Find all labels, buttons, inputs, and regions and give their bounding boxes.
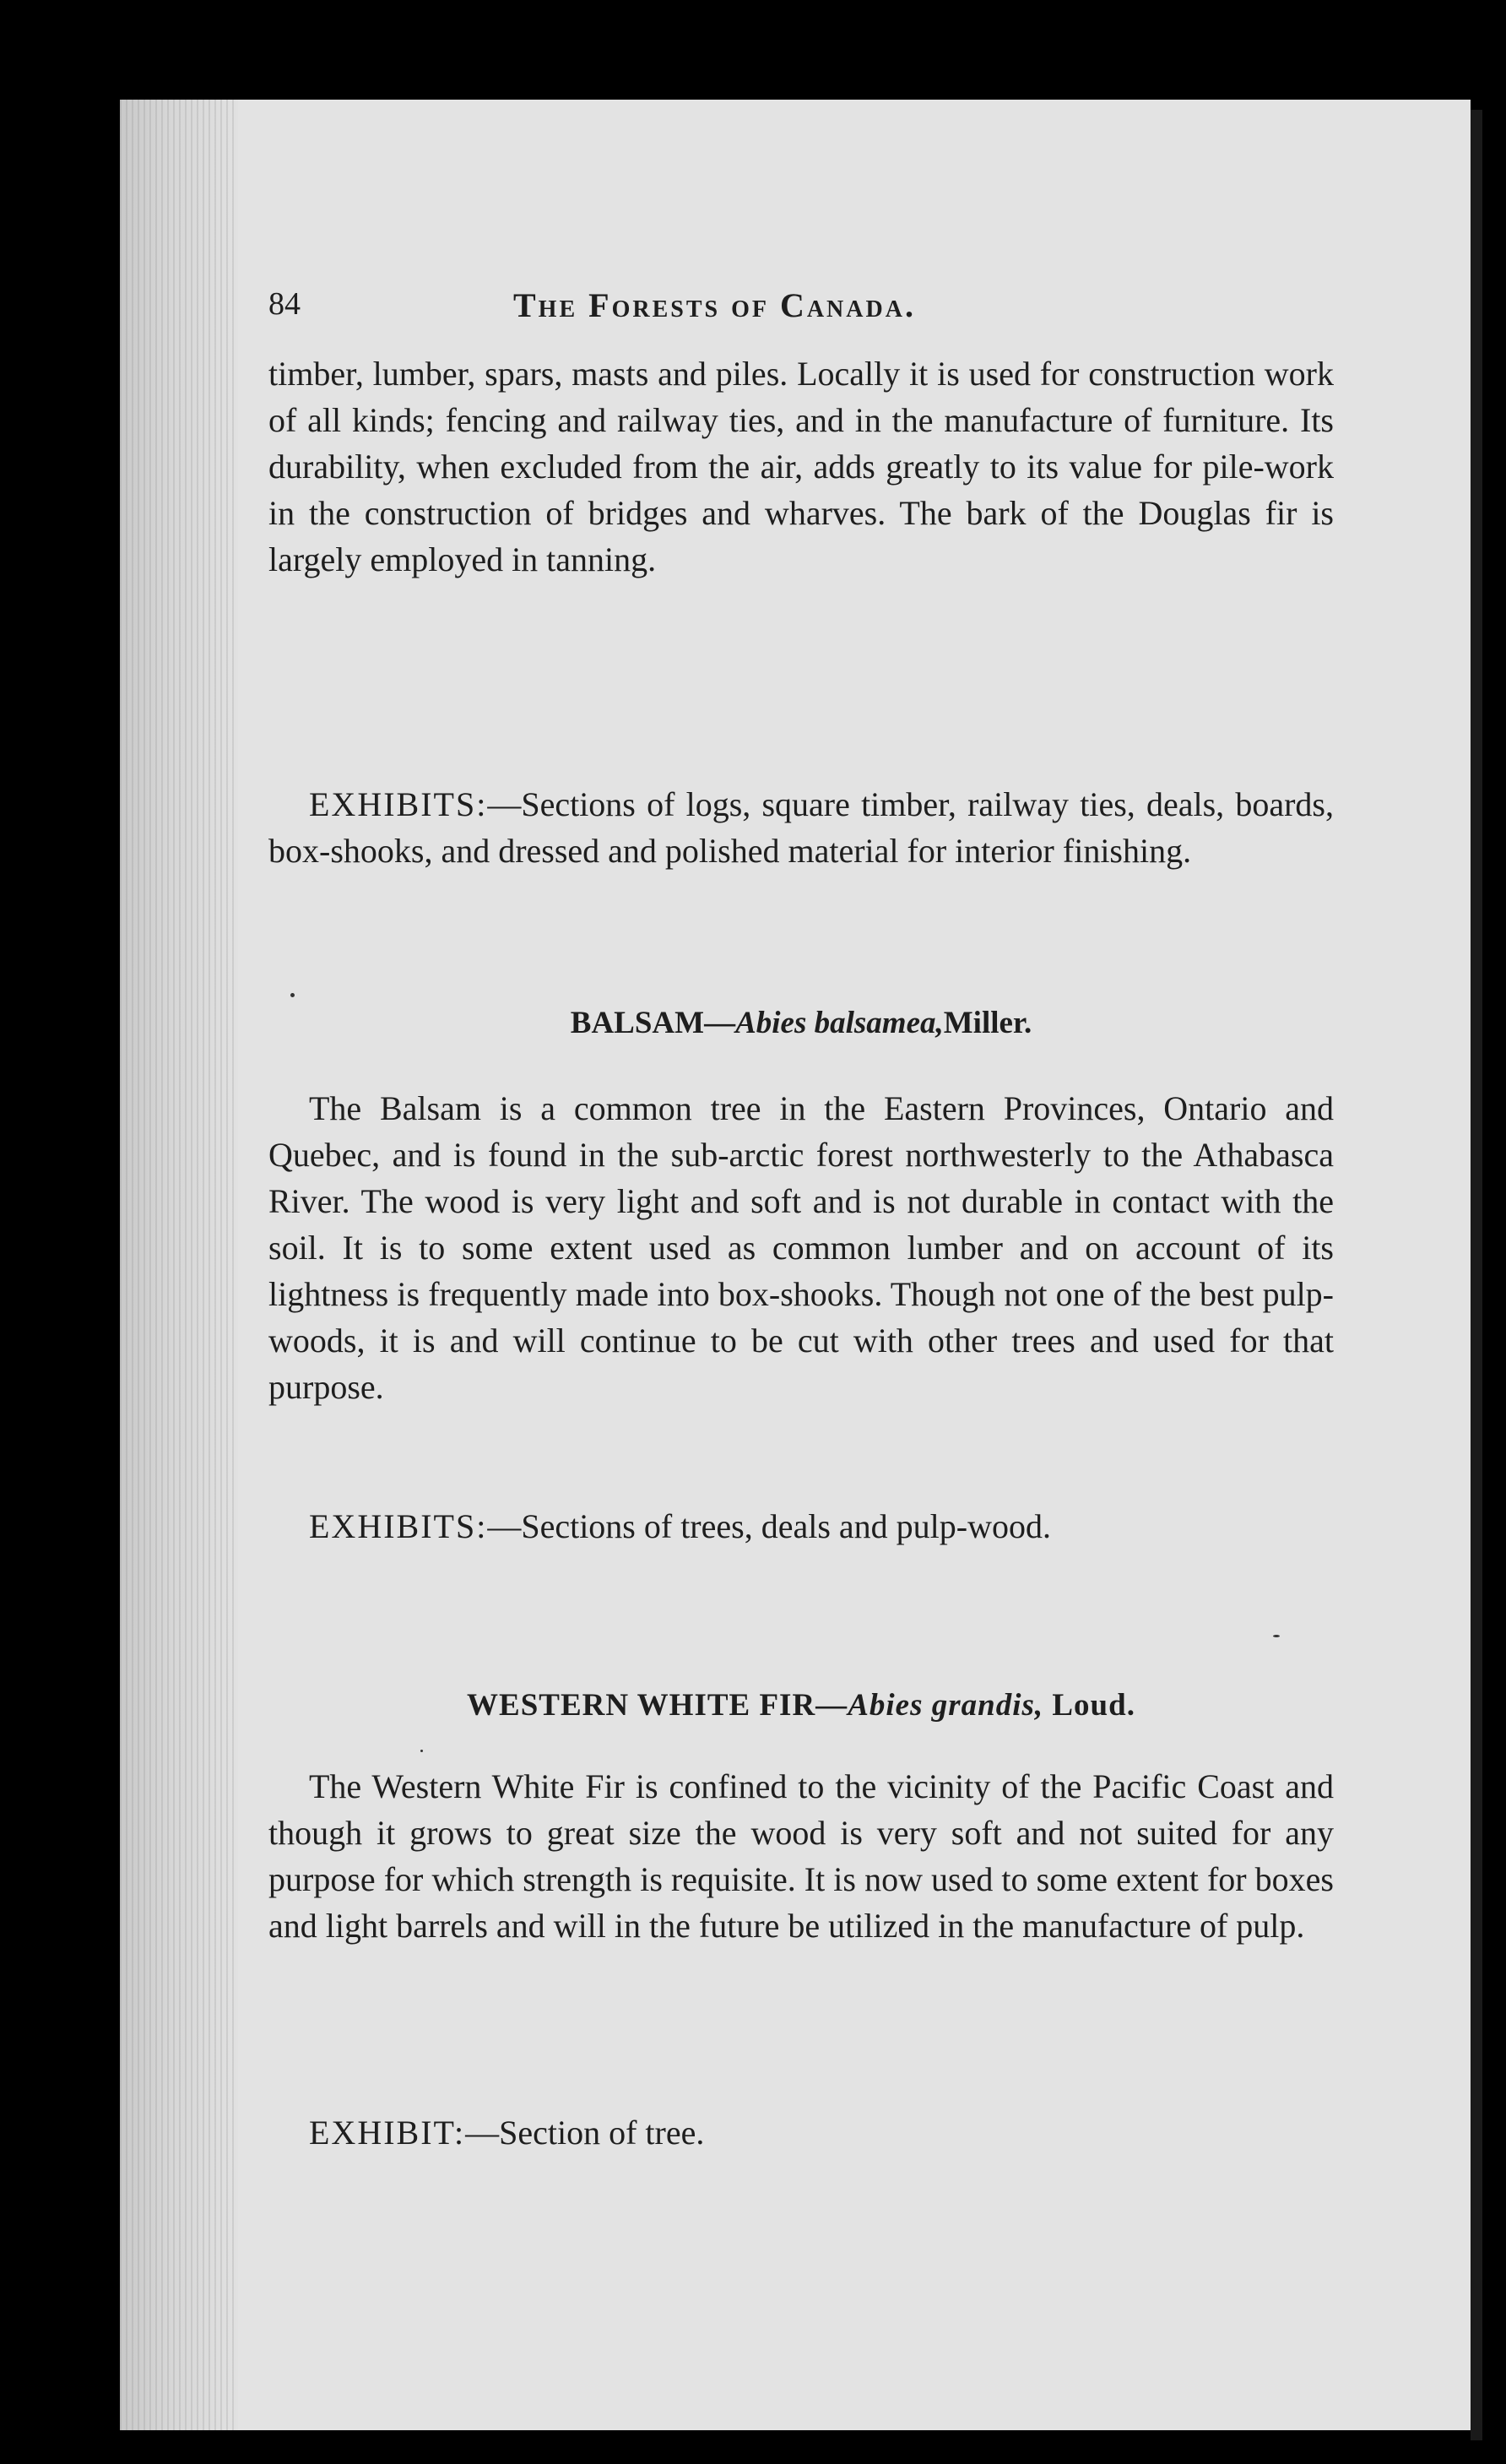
exhibits-text: —Sections of trees, deals and pulp-wood.	[487, 1507, 1051, 1545]
print-speck	[420, 1750, 423, 1752]
douglas-fir-paragraph: timber, lumber, spars, masts and piles. Locally it is used for construction work of all kinds; fencing and railway ties, and in the manufacture of furniture. Its durability, when excluded from the air, adds greatly to its value for pile-work in the construction of bridges and wharves. The bark of the Douglas fir is largely employed in tanning.	[268, 355, 1334, 578]
western-heading-name: WESTERN WHITE FIR—	[467, 1688, 848, 1723]
balsam-heading	[268, 1005, 1334, 1041]
exhibits-text: —Sections of logs, square timber, railway ties, deals, boards, box-shooks, and dressed and polished material for interior finishing.	[268, 785, 1334, 870]
balsam-heading-latin: Abies balsamea,	[735, 1006, 944, 1040]
print-speck	[1273, 1635, 1280, 1637]
balsam-paragraph: The Balsam is a common tree in the Eastern Provinces, Ontario and Quebec, and is found in the sub-arctic forest northwesterly to the Athabasca River. The wood is very light and soft and is not durable in contact with the soil. It is to some extent used as common lumber and on account of its lightness is frequently made into box-shooks. Though not one of the best pulp-woods, it is and will continue to be cut with other trees and used for that purpose.	[268, 1089, 1334, 1406]
western-heading-author: Loud.	[1043, 1688, 1135, 1723]
exhibit-text: —Section of tree.	[465, 2114, 705, 2152]
western-heading-latin: Abies grandis,	[848, 1688, 1044, 1723]
western-white-fir-exhibit	[268, 2109, 1334, 2156]
western-white-fir-heading	[268, 1687, 1334, 1723]
facing-page-edge	[1471, 110, 1482, 2440]
balsam-exhibits	[268, 1503, 1334, 1549]
exhibit-label: EXHIBIT:	[309, 2114, 466, 2152]
page-gutter	[120, 100, 238, 2430]
page-header	[268, 285, 1334, 353]
print-speck	[290, 993, 295, 997]
page-number: 84	[268, 286, 301, 322]
western-white-fir-paragraph: The Western White Fir is confined to the vicinity of the Pacific Coast and though it grows to great size the wood is very soft and not suited for any purpose for which strength is requisite. It is now used to some extent for boxes and light barrels and will in the future be utilized in the manufacture of pulp.	[268, 1767, 1334, 1945]
balsam-heading-name: BALSAM—	[570, 1006, 736, 1040]
exhibits-label: EXHIBITS:	[309, 785, 488, 823]
exhibits-label: EXHIBITS:	[309, 1507, 488, 1545]
balsam-heading-author: Miller.	[943, 1006, 1032, 1040]
douglas-fir-exhibits	[268, 781, 1334, 874]
running-title: The Forests of Canada.	[513, 286, 916, 324]
